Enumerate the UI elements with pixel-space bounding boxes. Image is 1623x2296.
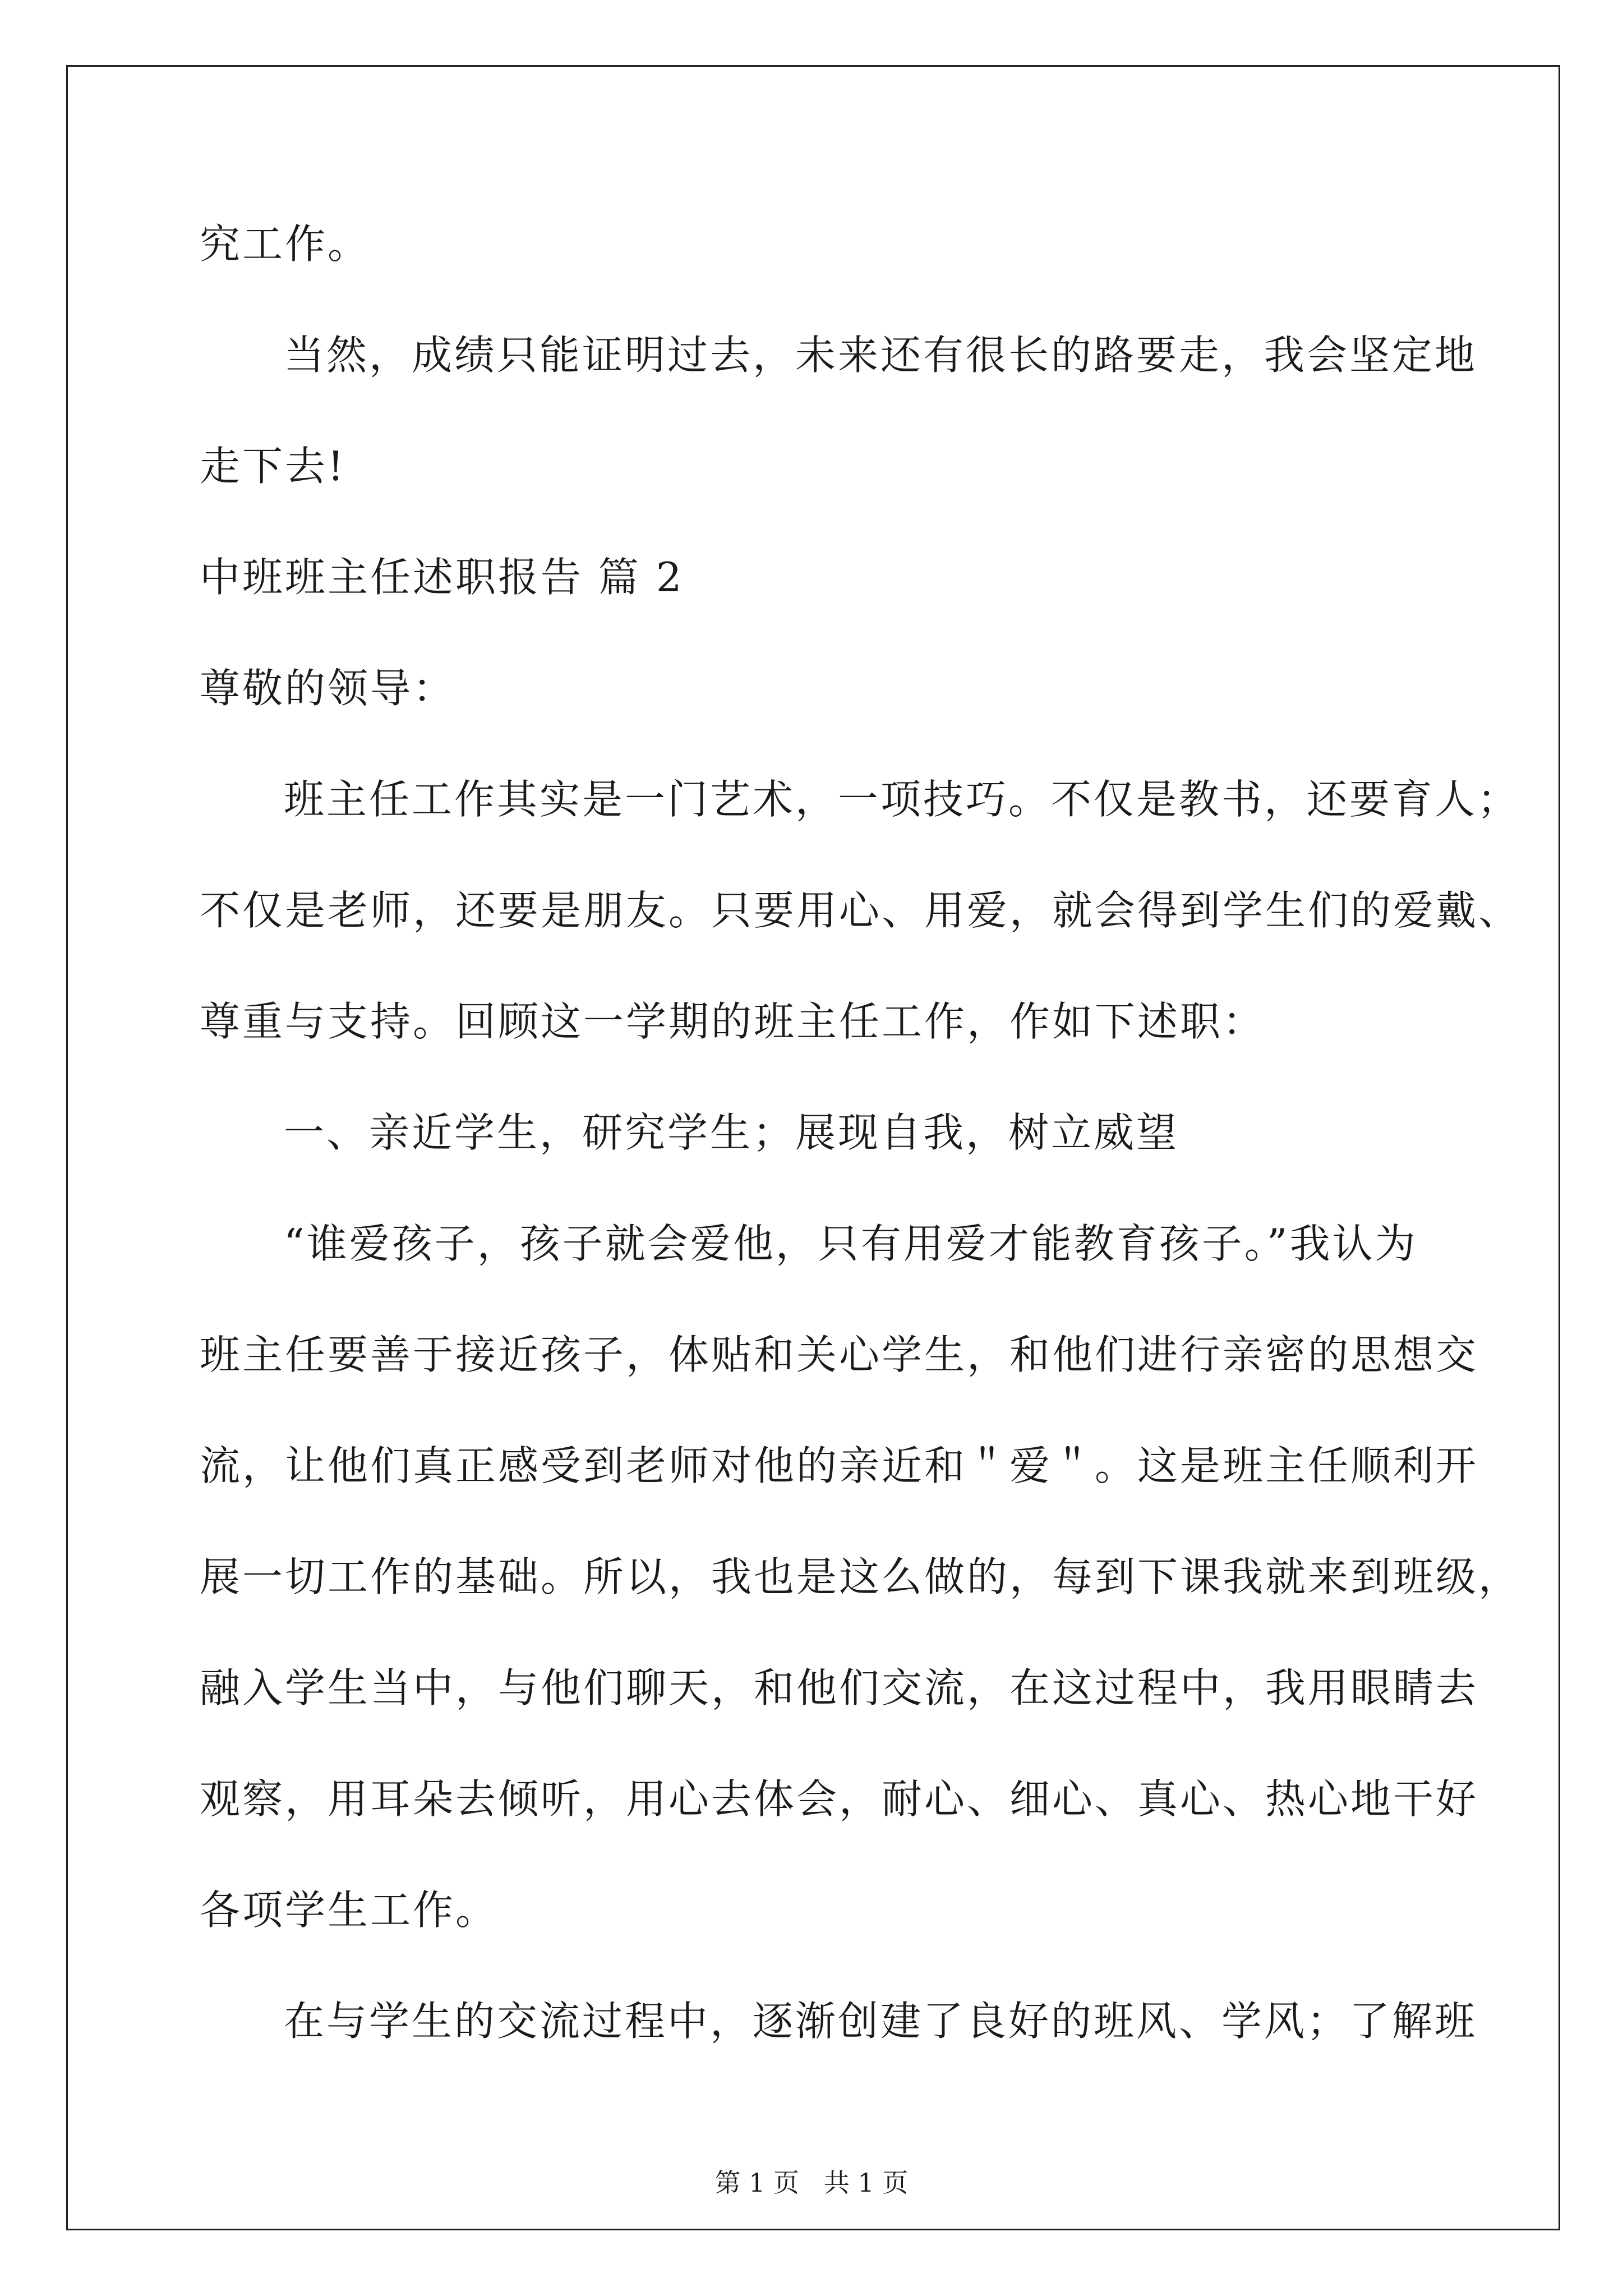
text-line: 究工作。 [200,220,371,268]
page-footer: 第 1 页 共 1 页 [714,2168,909,2198]
text-line: 不仅是老师，还要是朋友。只要用心、用爱，就会得到学生们的爱戴、 [200,887,1521,934]
document-body [200,208,1521,2096]
text-line: 观察，用耳朵去倾听，用心去体会，耐心、细心、真心、热心地干好 [200,1775,1479,1823]
salutation: 尊敬的领导： [200,665,456,712]
text-line: 展一切工作的基础。所以，我也是这么做的，每到下课我就来到班级， [200,1553,1521,1600]
text-line: “谁爱孩子，孩子就会爱他，只有用爱才能教育孩子。”我认为 [284,1220,1418,1267]
text-line: 走下去! [200,443,346,490]
text-line: 班主任要善于接近孩子，体贴和关心学生，和他们进行亲密的思想交 [200,1331,1479,1378]
text-line: 各项学生工作。 [200,1887,499,1934]
text-line: 融入学生当中，与他们聊天，和他们交流，在这过程中，我用眼睛去 [200,1664,1479,1711]
text-line: 在与学生的交流过程中，逐渐创建了良好的班风、学风；了解班 [284,1998,1478,2045]
text-line: 流，让他们真正感受到老师对他的亲近和＂爱＂。这是班主任顺利开 [200,1442,1479,1489]
text-line: 班主任工作其实是一门艺术，一项技巧。不仅是教书，还要育人； [284,776,1520,823]
text-line: 当然，成绩只能证明过去，未来还有很长的路要走，我会坚定地 [284,332,1478,379]
section-heading: 中班班主任述职报告 篇 2 [200,554,684,601]
subheading: 一、亲近学生，研究学生；展现自我，树立威望 [284,1109,1179,1156]
text-line: 尊重与支持。回顾这一学期的班主任工作，作如下述职： [200,998,1266,1045]
